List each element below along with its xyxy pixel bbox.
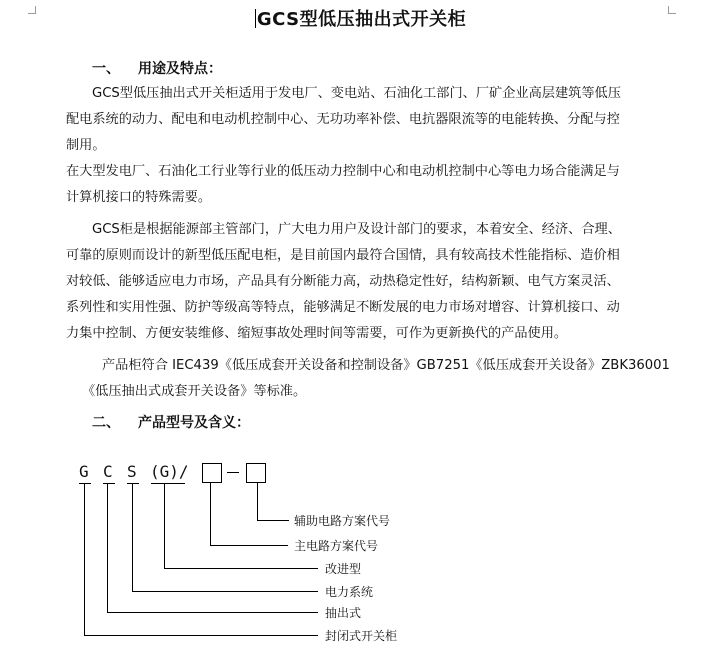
code-letter-c: C [103,462,113,481]
paragraph-line: 制用。 [66,138,106,153]
document-title-text: GCS型低压抽出式开关柜 [256,9,467,30]
paragraph-large-plants [66,159,666,211]
underline-improved [151,483,185,484]
code-letter-g: G [79,462,89,481]
paragraph-line: GCS柜是根据能源部主管部门，广大电力用户及设计部门的要求，本着安全、经济、合理、 [92,222,621,237]
paragraph-line: 配电系统的动力、配电和电动机控制中心、无功功率补偿、电抗器限流等的电能转换、分配与控 [66,112,620,127]
main-circuit-code-box [202,463,222,483]
underline-c [103,483,115,484]
underline-s [127,483,139,484]
paragraph-design [66,217,666,347]
document-title [0,5,721,31]
paragraph-line: 《低压抽出式成套开关设备》等标准。 [82,384,307,399]
section-heading-1 [92,58,222,78]
leader-line-enclosed [84,484,85,635]
legend-aux-circuit: 辅助电路方案代号 [294,514,391,528]
paragraph-usage [66,81,666,159]
paragraph-line: GCS型低压抽出式开关柜适用于发电厂、变电站、石油化工部门、厂矿企业高层建筑等低压 [92,86,621,101]
paragraph-line: 力集中控制、方便安装维修、缩短事故处理时间等需要，可作为更新换代的产品使用。 [66,326,568,341]
code-letter-s: S [127,462,137,481]
code-separator-dash [227,472,239,473]
section-heading-2 [92,412,250,432]
code-improved-mark: (G)/ [150,462,189,481]
section-title-1: 用途及特点： [138,61,222,77]
leader-line-power-system [132,484,133,591]
section-number-1: 一、 [92,61,120,77]
leader-line-aux [257,520,289,521]
paragraph-line: 产品柜符合 IEC439《低压成套开关设备和控制设备》GB7251《低压成套开关设备》ZBK36001 [102,358,670,373]
underline-g [79,483,91,484]
legend-enclosed-cabinet: 封闭式开关柜 [325,629,398,643]
leader-line-aux [257,483,258,520]
legend-power-system: 电力系统 [325,585,374,599]
section-number-2: 二、 [92,415,120,431]
leader-line-main [210,483,211,545]
aux-circuit-code-box [246,463,266,483]
paragraph-line: 可靠的原则而设计的新型低压配电柜，是目前国内最符合国情，具有较高技术性能指标、造价相 [66,248,620,263]
leader-line-improved [164,568,318,569]
leader-line-enclosed [84,635,318,636]
leader-line-withdrawable [107,484,108,612]
legend-main-circuit: 主电路方案代号 [294,539,379,553]
paragraph-line: 计算机接口的特殊需要。 [66,190,212,205]
leader-line-main [210,545,288,546]
legend-improved: 改进型 [325,562,362,576]
paragraph-line: 在大型发电厂、石油化工行业等行业的低压动力控制中心和电动机控制中心等电力场合能满足与 [66,164,620,179]
leader-line-power-system [132,591,318,592]
paragraph-line: 对较低、能够适应电力市场，产品具有分断能力高，动热稳定性好，结构新颖、电气方案灵活、 [66,274,620,289]
paragraph-standards [66,353,670,405]
leader-line-improved [164,484,165,568]
paragraph-line: 系列性和实用性强、防护等级高等特点，能够满足不断发展的电力市场对增容、计算机接口、动 [66,300,620,315]
text-cursor [255,9,256,28]
legend-withdrawable: 抽出式 [325,606,362,620]
section-title-2: 产品型号及含义： [138,415,250,431]
leader-line-withdrawable [107,612,318,613]
